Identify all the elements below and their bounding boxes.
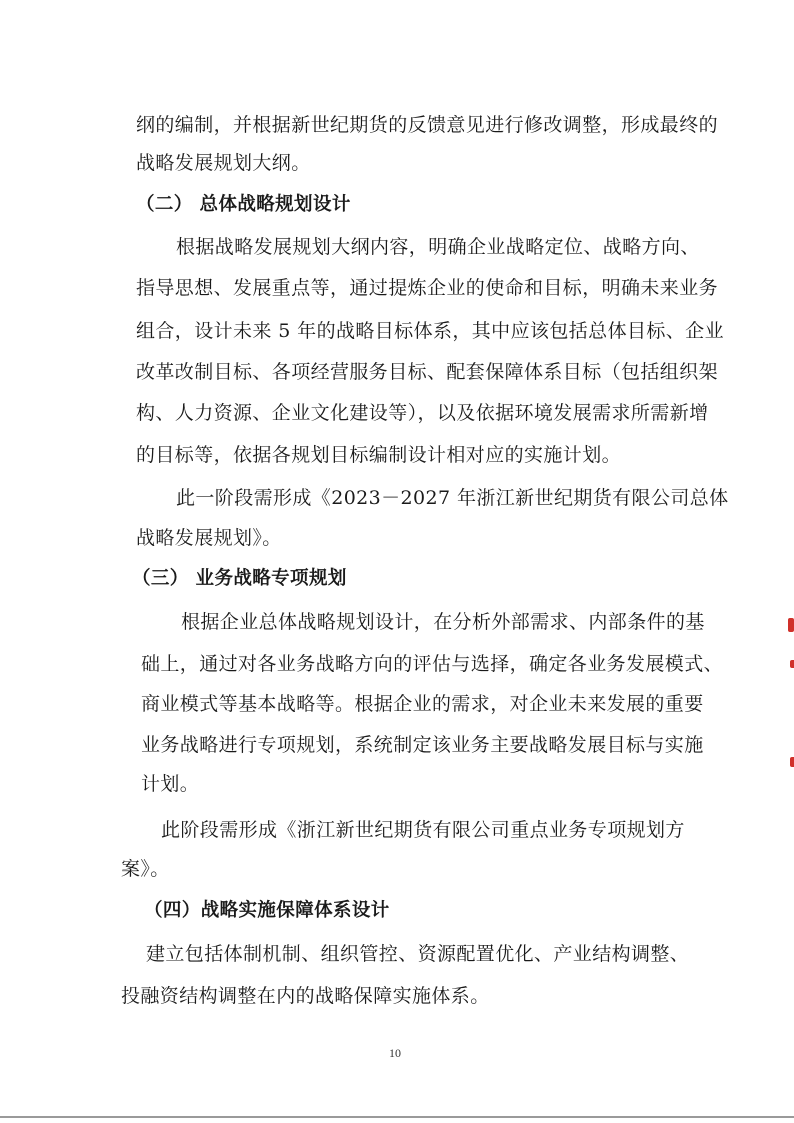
- body-line: 组合，设计未来 5 年的战略目标体系，其中应该包括总体目标、企业: [136, 320, 724, 342]
- body-line: 计划。: [141, 773, 200, 795]
- stamp-edge-mark: [790, 660, 794, 668]
- body-line: 纲的编制，并根据新世纪期货的反馈意见进行修改调整，形成最终的: [136, 114, 719, 136]
- body-line: 战略发展规划大纲。: [136, 152, 311, 174]
- body-line: 指导思想、发展重点等，通过提炼企业的使命和目标，明确未来业务: [136, 277, 719, 299]
- body-line: 础上，通过对各业务战略方向的评估与选择，确定各业务发展模式、: [141, 653, 724, 675]
- body-line: 建立包括体制机制、组织管控、资源配置优化、产业结构调整、: [146, 943, 690, 965]
- body-line: 根据战略发展规划大纲内容，明确企业战略定位、战略方向、: [176, 236, 700, 258]
- body-line: 的目标等，依据各规划目标编制设计相对应的实施计划。: [136, 444, 622, 466]
- page-bottom-edge: [0, 1116, 794, 1118]
- stamp-edge-mark: [788, 618, 794, 632]
- body-line: 案》。: [121, 858, 170, 880]
- body-line: 战略发展规划》。: [136, 527, 282, 549]
- body-line: 改革改制目标、各项经营服务目标、配套保障体系目标（包括组织架: [136, 361, 719, 383]
- body-line: 构、人力资源、企业文化建设等），以及依据环境发展需求所需新增: [136, 402, 709, 424]
- body-line: 投融资结构调整在内的战略保障实施体系。: [121, 985, 490, 1007]
- section-heading-2: （二） 总体战略规划设计: [136, 194, 351, 215]
- section-heading-4: （四）战略实施保障体系设计: [144, 900, 390, 921]
- section-heading-3: （三） 业务战略专项规划: [132, 568, 347, 589]
- body-line: 此阶段需形成《浙江新世纪期货有限公司重点业务专项规划方: [161, 819, 685, 841]
- body-line: 商业模式等基本战略等。根据企业的需求，对企业未来发展的重要: [141, 693, 704, 715]
- page-number: 10: [389, 1046, 401, 1060]
- body-line: 此一阶段需形成《2023－2027 年浙江新世纪期货有限公司总体: [176, 487, 729, 509]
- stamp-edge-mark: [790, 757, 794, 767]
- body-line: 根据企业总体战略规划设计，在分析外部需求、内部条件的基: [181, 611, 705, 633]
- body-line: 业务战略进行专项规划，系统制定该业务主要战略发展目标与实施: [141, 734, 704, 756]
